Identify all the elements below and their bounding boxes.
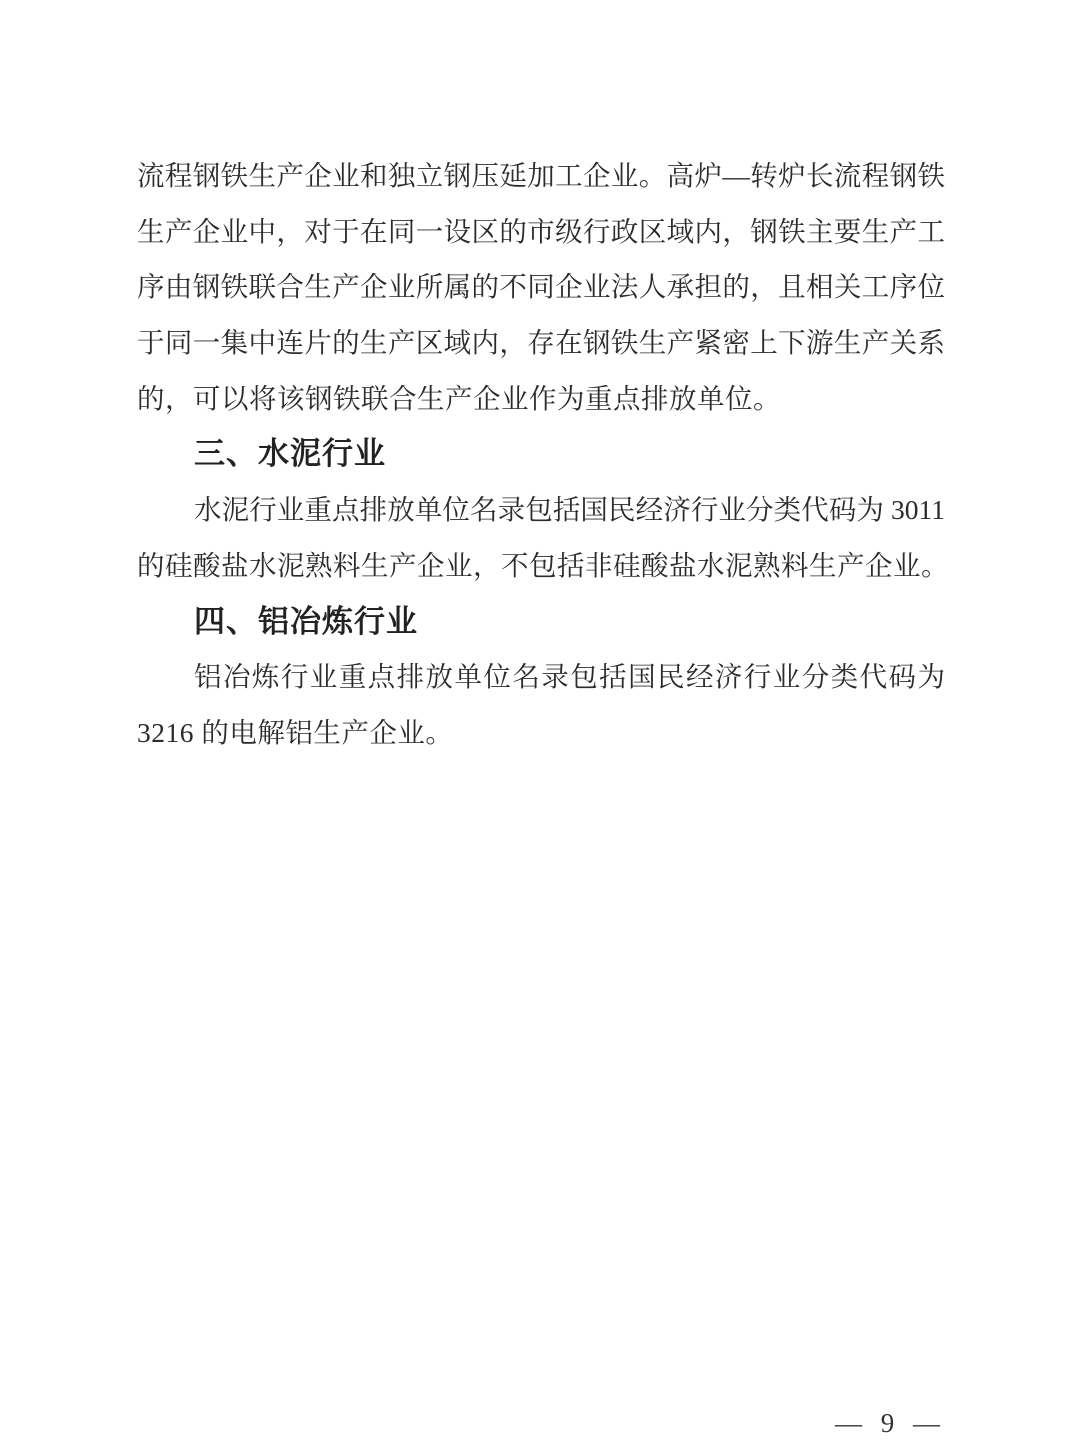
section-heading-cement: 三、水泥行业: [194, 436, 386, 472]
paragraph-aluminum-line-2: 3216 的电解铝生产企业。: [137, 716, 454, 748]
paragraph-steel-line-4: 于同一集中连片的生产区域内，存在钢铁生产紧密上下游生产关系: [137, 327, 945, 359]
section-heading-aluminum: 四、铝冶炼行业: [194, 603, 418, 639]
paragraph-cement-line-1: 水泥行业重点排放单位名录包括国民经济行业分类代码为 3011: [194, 494, 945, 526]
page-number: — 9 —: [835, 1408, 940, 1438]
paragraph-steel-line-3: 序由钢铁联合生产企业所属的不同企业法人承担的，且相关工序位: [137, 271, 945, 303]
document-content: [137, 148, 949, 761]
paragraph-steel-line-2: 生产企业中，对于在同一设区的市级行政区域内，钢铁主要生产工: [137, 215, 945, 247]
paragraph-cement-line-2: 的硅酸盐水泥熟料生产企业，不包括非硅酸盐水泥熟料生产企业。: [137, 549, 949, 581]
paragraph-steel-line-1: 流程钢铁生产企业和独立钢压延加工企业。高炉—转炉长流程钢铁: [137, 160, 945, 191]
paragraph-steel-line-5: 的，可以将该钢铁联合生产企业作为重点排放单位。: [137, 382, 781, 414]
paragraph-aluminum-line-1: 铝冶炼行业重点排放单位名录包括国民经济行业分类代码为: [194, 661, 945, 693]
